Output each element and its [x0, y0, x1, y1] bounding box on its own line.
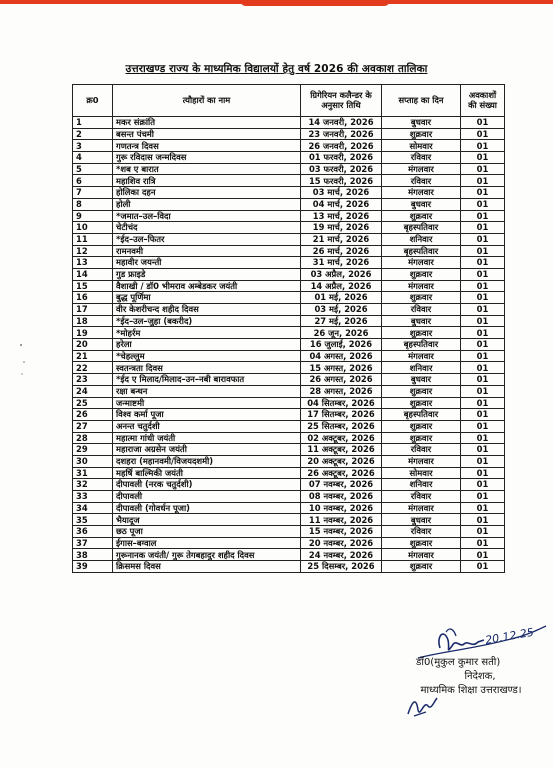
signatory-name: डॉ0(मुकुल कुमार सती) [416, 657, 501, 668]
cell-date: 01 फरवरी, 2026 [301, 152, 382, 164]
cell-days: 01 [461, 128, 505, 140]
cell-date: 04 सितम्बर, 2026 [301, 397, 382, 409]
cell-festival-name: *ईद–उल–जुहा (बकरीद) [113, 315, 301, 327]
cell-date: 03 मार्च, 2026 [301, 187, 382, 199]
cell-festival-name: महर्षि बाल्मिकी जयंती [113, 467, 301, 479]
table-row [73, 526, 505, 538]
cell-date: 27 मई, 2026 [301, 315, 382, 327]
table-row [73, 152, 505, 164]
cell-days: 01 [461, 268, 505, 280]
holiday-table-body [73, 117, 505, 573]
cell-days: 01 [461, 292, 505, 304]
table-row [73, 210, 505, 222]
cell-festival-name: बुद्ध पूर्णिमा [113, 292, 301, 304]
table-row [73, 397, 505, 409]
cell-festival-name: अनन्त चतुर्दशी [113, 420, 301, 432]
table-row [73, 175, 505, 187]
signatory-office: माध्यमिक शिक्षा उत्तराखण्ड। [420, 685, 522, 696]
handwritten-initials [404, 690, 440, 720]
cell-festival-name: होलिका दहन [113, 187, 301, 199]
cell-days: 01 [461, 397, 505, 409]
cell-date: 24 नवम्बर, 2026 [301, 549, 382, 561]
cell-date: 15 फरवरी, 2026 [301, 175, 382, 187]
cell-date: 26 जनवरी, 2026 [301, 140, 382, 152]
cell-serial: 35 [73, 514, 113, 526]
cell-days: 01 [461, 420, 505, 432]
cell-serial: 36 [73, 526, 113, 538]
cell-festival-name: *शब ए बारात [113, 163, 301, 175]
cell-serial: 37 [73, 537, 113, 549]
cell-festival-name: गुरूनानक जयंती/ गुरू तेगबहादुर शहीद दिवस [113, 549, 301, 561]
cell-date: 20 अक्टूबर, 2026 [301, 455, 382, 467]
cell-date: 03 अप्रैल, 2026 [301, 268, 382, 280]
cell-festival-name: मकर संक्रांति [113, 117, 301, 129]
cell-weekday: मंगलवार [382, 280, 461, 292]
table-row [73, 280, 505, 292]
cell-festival-name: वीर केशरीचन्द शहीद दिवस [113, 304, 301, 316]
table-row [73, 315, 505, 327]
cell-days: 01 [461, 210, 505, 222]
column-header-date: ग्रिगेरियन कलैन्डर के अनुसार तिथि [301, 85, 382, 117]
cell-weekday: बृहस्पतिवार [382, 245, 461, 257]
cell-days: 01 [461, 444, 505, 456]
cell-date: 08 नवम्बर, 2026 [301, 491, 382, 503]
cell-festival-name: बसन्त पंचमी [113, 128, 301, 140]
cell-weekday: शुक्रवार [382, 128, 461, 140]
cell-festival-name: गुड फ्राइडे [113, 268, 301, 280]
signatory-designation: निदेशक, [464, 671, 496, 682]
cell-days: 01 [461, 502, 505, 514]
cell-weekday: मंगलवार [382, 163, 461, 175]
cell-festival-name: रक्षा बन्धन [113, 385, 301, 397]
table-row [73, 245, 505, 257]
cell-serial: 12 [73, 245, 113, 257]
table-row [73, 432, 505, 444]
cell-date: 04 अगस्त, 2026 [301, 350, 382, 362]
cell-festival-name: रामनवमी [113, 245, 301, 257]
cell-date: 01 मई, 2026 [301, 292, 382, 304]
cell-festival-name: स्वतन्त्रता दिवस [113, 362, 301, 374]
cell-serial: 38 [73, 549, 113, 561]
cell-serial: 33 [73, 491, 113, 503]
table-row [73, 409, 505, 421]
cell-date: 20 नवम्बर, 2026 [301, 537, 382, 549]
cell-date: 17 सितम्बर, 2026 [301, 409, 382, 421]
cell-serial: 24 [73, 385, 113, 397]
cell-weekday: बुधवार [382, 198, 461, 210]
cell-weekday: बृहस्पतिवार [382, 409, 461, 421]
table-row [73, 198, 505, 210]
cell-days: 01 [461, 222, 505, 234]
cell-festival-name: दीपावली [113, 491, 301, 503]
cell-festival-name: *ईद–उल–फितर [113, 233, 301, 245]
table-row [73, 537, 505, 549]
table-row [73, 502, 505, 514]
cell-date: 11 नवम्बर, 2026 [301, 514, 382, 526]
cell-serial: 15 [73, 280, 113, 292]
cell-date: 25 सितम्बर, 2026 [301, 420, 382, 432]
table-row [73, 292, 505, 304]
cell-serial: 22 [73, 362, 113, 374]
cell-date: 19 मार्च, 2026 [301, 222, 382, 234]
cell-serial: 34 [73, 502, 113, 514]
cell-serial: 26 [73, 409, 113, 421]
cell-serial: 5 [73, 163, 113, 175]
cell-weekday: बृहस्पतिवार [382, 222, 461, 234]
cell-days: 01 [461, 385, 505, 397]
header-accent-bar [0, 0, 553, 11]
holiday-table [72, 84, 505, 573]
table-row [73, 479, 505, 491]
cell-serial: 25 [73, 397, 113, 409]
table-row [73, 549, 505, 561]
column-header-weekday: सप्ताह का दिन [382, 85, 461, 117]
cell-days: 01 [461, 245, 505, 257]
table-row [73, 350, 505, 362]
cell-date: 25 दिसम्बर, 2026 [301, 561, 382, 573]
cell-serial: 21 [73, 350, 113, 362]
cell-days: 01 [461, 117, 505, 129]
table-row [73, 385, 505, 397]
cell-days: 01 [461, 409, 505, 421]
cell-weekday: रविवार [382, 491, 461, 503]
table-row [73, 561, 505, 573]
cell-date: 16 जुलाई, 2026 [301, 339, 382, 351]
cell-days: 01 [461, 140, 505, 152]
cell-festival-name: क्रिसमस दिवस [113, 561, 301, 573]
cell-serial: 1 [73, 117, 113, 129]
cell-days: 01 [461, 152, 505, 164]
cell-days: 01 [461, 304, 505, 316]
cell-days: 01 [461, 491, 505, 503]
cell-weekday: शनिवार [382, 233, 461, 245]
cell-serial: 23 [73, 374, 113, 386]
cell-weekday: मंगलवार [382, 502, 461, 514]
cell-days: 01 [461, 187, 505, 199]
column-header-festival: त्यौहारों का नाम [113, 85, 301, 117]
cell-weekday: मंगलवार [382, 549, 461, 561]
cell-days: 01 [461, 163, 505, 175]
cell-serial: 31 [73, 467, 113, 479]
handwritten-date: 20.12.25 [484, 625, 535, 647]
cell-days: 01 [461, 257, 505, 269]
header-accent-tab [240, 0, 390, 6]
cell-weekday: रविवार [382, 304, 461, 316]
cell-days: 01 [461, 561, 505, 573]
cell-weekday: सोमवार [382, 467, 461, 479]
table-row [73, 128, 505, 140]
cell-days: 01 [461, 339, 505, 351]
cell-weekday: रविवार [382, 175, 461, 187]
cell-serial: 7 [73, 187, 113, 199]
cell-weekday: शनिवार [382, 362, 461, 374]
cell-days: 01 [461, 374, 505, 386]
cell-weekday: रविवार [382, 152, 461, 164]
cell-weekday: शुक्रवार [382, 432, 461, 444]
table-row [73, 467, 505, 479]
cell-date: 26 जून, 2026 [301, 327, 382, 339]
cell-weekday: शुक्रवार [382, 385, 461, 397]
cell-days: 01 [461, 233, 505, 245]
table-row [73, 327, 505, 339]
cell-serial: 30 [73, 455, 113, 467]
cell-days: 01 [461, 432, 505, 444]
table-row [73, 304, 505, 316]
cell-festival-name: महावीर जयन्ती [113, 257, 301, 269]
cell-serial: 11 [73, 233, 113, 245]
cell-weekday: मंगलवार [382, 455, 461, 467]
cell-days: 01 [461, 362, 505, 374]
table-row [73, 163, 505, 175]
cell-days: 01 [461, 467, 505, 479]
cell-date: 02 अक्टूबर, 2026 [301, 432, 382, 444]
cell-days: 01 [461, 537, 505, 549]
cell-days: 01 [461, 280, 505, 292]
cell-date: 07 नवम्बर, 2026 [301, 479, 382, 491]
cell-date: 03 फरवरी, 2026 [301, 163, 382, 175]
cell-date: 31 मार्च, 2026 [301, 257, 382, 269]
table-row [73, 222, 505, 234]
cell-serial: 20 [73, 339, 113, 351]
cell-days: 01 [461, 526, 505, 538]
cell-date: 26 मार्च, 2026 [301, 245, 382, 257]
table-row [73, 117, 505, 129]
cell-weekday: शुक्रवार [382, 537, 461, 549]
table-row [73, 268, 505, 280]
cell-festival-name: ईगास–बग्वाल [113, 537, 301, 549]
cell-days: 01 [461, 350, 505, 362]
cell-serial: 17 [73, 304, 113, 316]
table-row [73, 374, 505, 386]
cell-weekday: रविवार [382, 526, 461, 538]
cell-festival-name: होली [113, 198, 301, 210]
table-row [73, 444, 505, 456]
cell-festival-name: गुरू रविदास जन्मदिवस [113, 152, 301, 164]
cell-date: 26 अगस्त, 2026 [301, 374, 382, 386]
cell-date: 10 नवम्बर, 2026 [301, 502, 382, 514]
table-row [73, 362, 505, 374]
cell-weekday: शुक्रवार [382, 327, 461, 339]
table-row [73, 140, 505, 152]
cell-date: 15 अगस्त, 2026 [301, 362, 382, 374]
cell-weekday: शुक्रवार [382, 420, 461, 432]
cell-date: 11 अक्टूबर, 2026 [301, 444, 382, 456]
cell-serial: 32 [73, 479, 113, 491]
cell-serial: 18 [73, 315, 113, 327]
cell-festival-name: *जमात–उल–विदा [113, 210, 301, 222]
cell-serial: 19 [73, 327, 113, 339]
cell-serial: 14 [73, 268, 113, 280]
cell-days: 01 [461, 455, 505, 467]
table-row [73, 420, 505, 432]
cell-serial: 4 [73, 152, 113, 164]
table-header-row [73, 85, 505, 117]
cell-days: 01 [461, 315, 505, 327]
table-row [73, 233, 505, 245]
cell-weekday: सोमवार [382, 140, 461, 152]
table-row [73, 455, 505, 467]
cell-date: 14 जनवरी, 2026 [301, 117, 382, 129]
cell-serial: 39 [73, 561, 113, 573]
cell-days: 01 [461, 327, 505, 339]
cell-serial: 27 [73, 420, 113, 432]
cell-date: 23 जनवरी, 2026 [301, 128, 382, 140]
cell-weekday: शुक्रवार [382, 397, 461, 409]
cell-festival-name: गणतन्त्र दिवस [113, 140, 301, 152]
cell-festival-name: भैयादूज [113, 514, 301, 526]
cell-days: 01 [461, 514, 505, 526]
cell-festival-name: छठ पूजा [113, 526, 301, 538]
cell-weekday: रविवार [382, 444, 461, 456]
cell-serial: 29 [73, 444, 113, 456]
cell-date: 13 मार्च, 2026 [301, 210, 382, 222]
table-row [73, 491, 505, 503]
cell-weekday: शुक्रवार [382, 561, 461, 573]
cell-date: 28 अगस्त, 2026 [301, 385, 382, 397]
cell-weekday: बुधवार [382, 117, 461, 129]
cell-festival-name: दीपावली (नरक चतुर्दशी) [113, 479, 301, 491]
cell-festival-name: दशहरा (महानवमी/विजयदशमी) [113, 455, 301, 467]
cell-festival-name: महाराजा अग्रसेन जयंती [113, 444, 301, 456]
cell-serial: 16 [73, 292, 113, 304]
cell-days: 01 [461, 198, 505, 210]
cell-weekday: बुधवार [382, 514, 461, 526]
cell-weekday: मंगलवार [382, 350, 461, 362]
column-header-serial: क्र0 [73, 85, 113, 117]
cell-festival-name: *मोहर्रम [113, 327, 301, 339]
cell-serial: 6 [73, 175, 113, 187]
cell-festival-name: चेटीचंद [113, 222, 301, 234]
cell-festival-name: विश्व कर्मा पूजा [113, 409, 301, 421]
cell-serial: 8 [73, 198, 113, 210]
column-header-days: अवकाशों की संख्या [461, 85, 505, 117]
cell-serial: 10 [73, 222, 113, 234]
cell-serial: 2 [73, 128, 113, 140]
cell-days: 01 [461, 175, 505, 187]
cell-date: 15 नवम्बर, 2026 [301, 526, 382, 538]
cell-serial: 28 [73, 432, 113, 444]
cell-days: 01 [461, 549, 505, 561]
cell-festival-name: महात्मा गांधी जयंती [113, 432, 301, 444]
cell-date: 21 मार्च, 2026 [301, 233, 382, 245]
cell-date: 14 अप्रैल, 2026 [301, 280, 382, 292]
cell-weekday: शनिवार [382, 479, 461, 491]
cell-date: 26 अक्टूबर, 2026 [301, 467, 382, 479]
cell-weekday: शुक्रवार [382, 292, 461, 304]
table-row [73, 514, 505, 526]
cell-weekday: बृहस्पतिवार [382, 339, 461, 351]
document-title: उत्तराखण्ड राज्य के माध्यमिक विद्यालयों हेतु वर्ष 2026 की अवकाश तालिका [125, 63, 428, 75]
cell-festival-name: वैशाखी / डॉ0 भीमराव अम्बेडकर जयंती [113, 280, 301, 292]
cell-serial: 13 [73, 257, 113, 269]
cell-weekday: शुक्रवार [382, 210, 461, 222]
cell-days: 01 [461, 479, 505, 491]
cell-festival-name: *चेहल्लुम [113, 350, 301, 362]
table-row [73, 187, 505, 199]
cell-festival-name: महाशिव रात्रि [113, 175, 301, 187]
cell-festival-name: जन्माष्टमी [113, 397, 301, 409]
cell-weekday: बुधवार [382, 315, 461, 327]
cell-festival-name: दीपावली (गोवर्धन पूजा) [113, 502, 301, 514]
table-row [73, 257, 505, 269]
cell-date: 04 मार्च, 2026 [301, 198, 382, 210]
cell-weekday: शुक्रवार [382, 268, 461, 280]
cell-weekday: मंगलवार [382, 187, 461, 199]
table-row [73, 339, 505, 351]
cell-weekday: मंगलवार [382, 257, 461, 269]
cell-date: 03 मई, 2026 [301, 304, 382, 316]
cell-festival-name: *ईद ए मिलाद/मिलाद–उन–नबी बारावफात [113, 374, 301, 386]
margin-marks [18, 340, 28, 380]
cell-festival-name: हरेला [113, 339, 301, 351]
cell-weekday: बुधवार [382, 374, 461, 386]
cell-serial: 3 [73, 140, 113, 152]
cell-serial: 9 [73, 210, 113, 222]
